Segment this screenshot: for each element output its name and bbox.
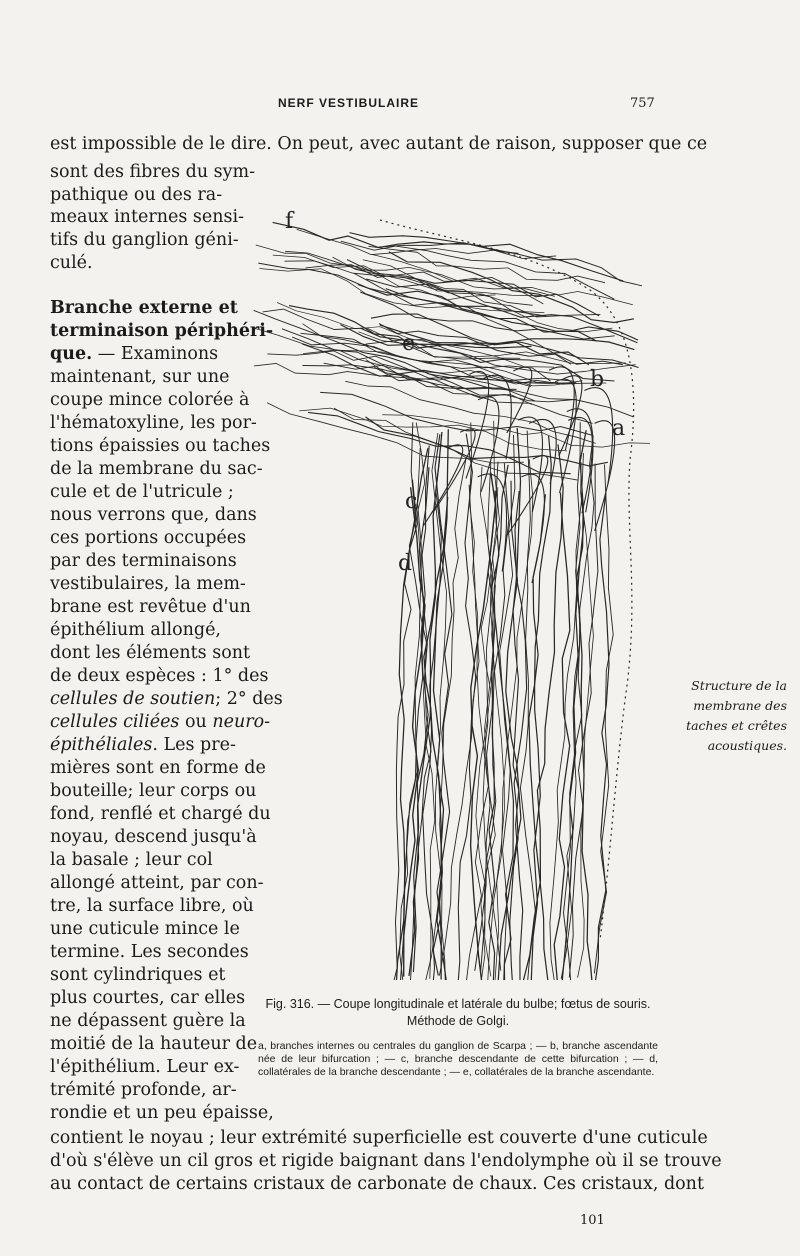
- body-line: [50, 343, 218, 365]
- nerve-fiber: [593, 493, 609, 980]
- nerve-fiber: [564, 422, 582, 980]
- nerve-fiber: [333, 257, 601, 317]
- body-line: ces portions occupées: [50, 528, 247, 548]
- margin-note: Structure de la membrane des taches et crêtes acoustiques.: [686, 678, 787, 753]
- body-line: maintenant, sur une: [50, 367, 230, 387]
- body-line: mières sont en forme de: [50, 758, 266, 778]
- italic-term: cellules de soutien: [50, 689, 216, 709]
- page-number: 757: [630, 96, 655, 111]
- nerve-fiber: [550, 453, 584, 980]
- body-line: allongé atteint, par con-: [50, 873, 264, 893]
- body-line: la basale ; leur col: [50, 850, 213, 870]
- body-text: . Les pre-: [152, 735, 236, 755]
- body-line: cule et de l'utricule ;: [50, 482, 234, 502]
- body-line: nous verrons que, dans: [50, 505, 257, 525]
- nerve-fiber: [511, 481, 523, 980]
- nerve-fiber-illustration: [230, 180, 650, 980]
- body-line: l'hématoxyline, les por-: [50, 413, 257, 433]
- section-heading-end: que.: [50, 344, 93, 364]
- body-line: moitié de la hauteur de: [50, 1034, 258, 1054]
- nerve-fiber: [506, 456, 548, 537]
- body-line: rondie et un peu épaisse,: [50, 1103, 274, 1123]
- label-e: e: [402, 331, 416, 356]
- body-line: termine. Les secondes: [50, 942, 249, 962]
- section-heading-line: terminaison périphéri-: [50, 321, 274, 341]
- running-head: [0, 96, 800, 116]
- body-line: tifs du ganglion géni-: [50, 230, 239, 250]
- body-line: tions épaissies ou taches: [50, 436, 271, 456]
- body-line: culé.: [50, 253, 93, 273]
- body-line: de la membrane du sac-: [50, 459, 263, 479]
- nerve-fiber: [518, 417, 542, 512]
- body-line: trémité profonde, ar-: [50, 1080, 237, 1100]
- body-line: plus courtes, car elles: [50, 988, 246, 1008]
- label-c: c: [405, 489, 418, 514]
- nerve-fiber: [466, 463, 492, 980]
- body-line: sont des fibres du sym-: [50, 162, 256, 182]
- body-text: ou: [179, 712, 213, 732]
- body-line: fond, renflé et chargé du: [50, 804, 271, 824]
- body-line: épithélium allongé,: [50, 620, 221, 640]
- nerve-fiber: [510, 491, 527, 980]
- nerve-fiber: [273, 222, 519, 253]
- body-line: noyau, descend jusqu'à: [50, 827, 257, 847]
- nerve-fiber: [260, 269, 545, 313]
- nerve-fiber: [354, 273, 571, 364]
- body-line: une cuticule mince le: [50, 919, 240, 939]
- label-d: d: [398, 551, 413, 576]
- signature-mark: 101: [580, 1213, 605, 1228]
- body-line: meaux internes sensi-: [50, 207, 244, 227]
- italic-term: épithéliales: [50, 735, 153, 755]
- label-b: b: [590, 367, 605, 392]
- nerve-fiber: [350, 233, 624, 281]
- body-line: sont cylindriques et: [50, 965, 226, 985]
- body-line: dont les éléments sont: [50, 643, 251, 663]
- body-line: l'épithélium. Leur ex-: [50, 1057, 240, 1077]
- figure-caption: [258, 996, 658, 1079]
- body-text: ; 2° des: [215, 689, 283, 709]
- nerve-fiber: [424, 497, 449, 980]
- body-line: coupe mince colorée à: [50, 390, 250, 410]
- body-line: contient le noyau ; leur extrémité superficielle est couverte d'une cuticule: [50, 1128, 708, 1148]
- body-line: vestibulaires, la mem-: [50, 574, 246, 594]
- body-text: — Examinons: [92, 344, 219, 364]
- label-f: f: [285, 209, 294, 234]
- section-heading-line: Branche externe et: [50, 298, 238, 318]
- body-line: de deux espèces : 1° des: [50, 666, 269, 686]
- caption-title: Fig. 316. — Coupe longitudinale et latérale du bulbe; fœtus de souris. Méthode de Golgi.: [265, 997, 651, 1028]
- nerve-fiber: [555, 379, 576, 493]
- nerve-fiber: [520, 431, 535, 981]
- body-line: brane est revêtue d'un: [50, 597, 251, 617]
- body-line: d'où s'élève un cil gros et rigide baignant dans l'endolymphe où il se trouve: [50, 1151, 722, 1171]
- body-line: [50, 734, 236, 756]
- body-line: au contact de certains cristaux de carbonate de chaux. Ces cristaux, dont: [50, 1174, 704, 1194]
- nerve-fiber: [299, 408, 567, 451]
- nerve-fiber: [584, 388, 612, 485]
- running-title: NERF VESTIBULAIRE: [278, 96, 420, 110]
- nerve-fiber: [263, 309, 521, 359]
- italic-term: cellules ciliées: [50, 712, 180, 732]
- label-a: a: [612, 416, 626, 441]
- body-line: est impossible de le dire. On peut, avec autant de raison, supposer que ce: [50, 134, 708, 154]
- body-line: tre, la surface libre, où: [50, 896, 254, 916]
- nerve-fiber: [492, 491, 514, 981]
- body-line: par des terminaisons: [50, 551, 237, 571]
- nerve-fiber: [559, 376, 582, 456]
- italic-term: neuro-: [212, 712, 271, 732]
- nerve-fibers: [254, 222, 650, 980]
- body-line: ne dépassent guère la: [50, 1011, 246, 1031]
- caption-legend: a, branches internes ou centrales du ganglion de Scarpa ; — b, branche ascendante née de leur bifurcation ; — c, branche descendante de cette bifurcation ; — d, collatérales de la branche descendante ; — e, collatérales de la branche ascendante.: [258, 1040, 658, 1078]
- body-line: bouteille; leur corps ou: [50, 781, 257, 801]
- body-line: pathique ou des ra-: [50, 185, 223, 205]
- nerve-fiber: [578, 462, 594, 978]
- nerve-fiber: [324, 363, 593, 423]
